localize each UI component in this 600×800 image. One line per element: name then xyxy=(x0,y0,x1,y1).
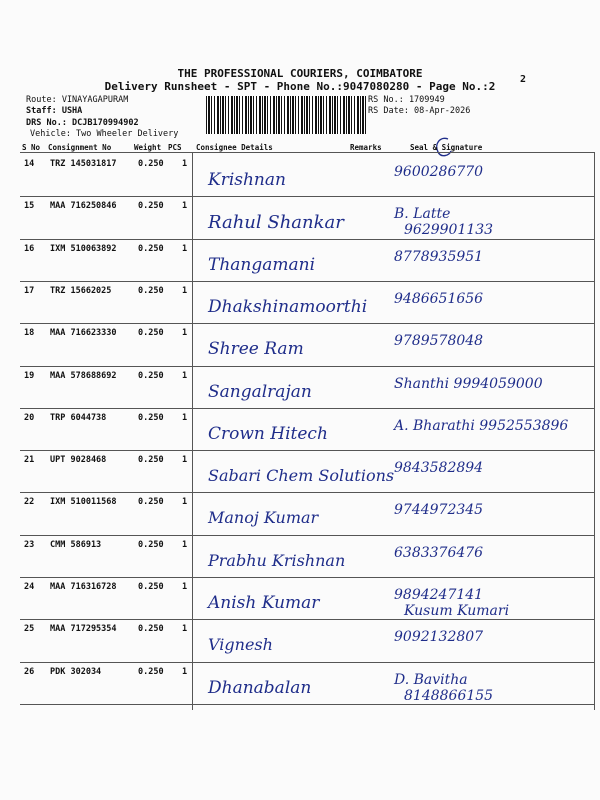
recipient-signature: 9843582894 xyxy=(394,460,484,477)
consignment-number: MAA 578688692 xyxy=(50,370,117,381)
consignment-number: IXM 510063892 xyxy=(50,243,117,254)
recipient-signature: 9486651656 xyxy=(394,290,484,307)
row-divider xyxy=(20,323,595,324)
right-border xyxy=(594,153,595,710)
row-divider xyxy=(20,535,595,536)
weight-value: 0.250 xyxy=(138,539,164,550)
row-divider xyxy=(20,450,595,451)
row-divider xyxy=(20,239,595,240)
row-divider xyxy=(20,408,595,409)
recipient-signature: 9894247141 xyxy=(394,587,484,603)
recipient-signature: B. Latte xyxy=(394,206,451,223)
weight-value: 0.250 xyxy=(138,243,164,254)
weight-value: 0.250 xyxy=(138,412,164,423)
row-divider xyxy=(20,704,595,705)
staff-label: Staff: USHA xyxy=(26,106,83,116)
pcs-value: 1 xyxy=(182,455,188,466)
serial-number: 24 xyxy=(24,582,35,592)
recipient-signature-line2: 8148866155 xyxy=(404,687,494,704)
recipient-signature: 6383376476 xyxy=(394,544,484,561)
column-pcs-header: PCS xyxy=(168,143,182,152)
pcs-value: 1 xyxy=(182,285,188,296)
route-label: Route: VINAYAGAPURAM xyxy=(26,95,129,105)
consignment-number: IXM 510011568 xyxy=(50,497,117,508)
pcs-value: 1 xyxy=(182,328,188,339)
pcs-value: 1 xyxy=(182,666,188,677)
recipient-signature: 9600286770 xyxy=(394,164,484,180)
row-divider xyxy=(20,281,595,282)
row-divider xyxy=(20,619,595,620)
serial-number: 22 xyxy=(24,497,35,508)
weight-value: 0.250 xyxy=(138,285,164,296)
consignment-number: MAA 716623330 xyxy=(50,328,117,339)
pcs-value: 1 xyxy=(182,582,188,592)
serial-number: 18 xyxy=(24,328,35,339)
pcs-value: 1 xyxy=(182,370,188,381)
consignee-handwritten-name: Vignesh xyxy=(208,635,273,655)
consignee-handwritten-name: Krishnan xyxy=(208,170,286,190)
row-divider xyxy=(20,196,595,197)
column-consignee-header: Consignee Details xyxy=(196,143,273,152)
consignee-handwritten-name: Sabari Chem Solutions xyxy=(208,466,395,486)
weight-value: 0.250 xyxy=(138,201,164,212)
row-divider xyxy=(20,366,595,367)
vehicle-label: Vehicle: Two Wheeler Delivery xyxy=(30,129,179,139)
weight-value: 0.250 xyxy=(138,328,164,339)
weight-value: 0.250 xyxy=(138,666,164,677)
consignee-handwritten-name: Crown Hitech xyxy=(208,423,328,444)
consignment-number: MAA 717295354 xyxy=(50,624,117,635)
consignee-handwritten-name: Thangamani xyxy=(208,254,316,275)
serial-number: 20 xyxy=(24,412,35,423)
consignee-handwritten-name: Rahul Shankar xyxy=(208,212,344,234)
pcs-value: 1 xyxy=(182,497,188,508)
consignment-number: UPT 9028468 xyxy=(50,455,107,466)
consignee-handwritten-name: Dhakshinamoorthi xyxy=(208,296,368,317)
serial-number: 23 xyxy=(24,539,35,550)
weight-value: 0.250 xyxy=(138,582,164,592)
column-consignment-header: Consignment No xyxy=(48,143,112,152)
drs-number: DRS No.: DCJB170994902 xyxy=(26,118,139,128)
consignment-number: MAA 716316728 xyxy=(50,582,117,592)
column-sno-header: S No xyxy=(22,143,41,152)
row-divider xyxy=(20,492,595,493)
recipient-signature-line2: 9629901133 xyxy=(404,222,494,239)
header-divider xyxy=(20,152,595,153)
serial-number: 26 xyxy=(24,666,35,677)
recipient-signature: D. Bavitha xyxy=(394,671,468,688)
weight-value: 0.250 xyxy=(138,159,164,169)
weight-value: 0.250 xyxy=(138,370,164,381)
recipient-signature: 9092132807 xyxy=(394,629,484,646)
column-seal-header: Seal & Signature xyxy=(410,143,483,152)
serial-number: 16 xyxy=(24,243,35,254)
recipient-signature: 8778935951 xyxy=(394,248,484,265)
barcode-image xyxy=(206,96,366,134)
pcs-value: 1 xyxy=(182,243,188,254)
weight-value: 0.250 xyxy=(138,455,164,466)
pcs-value: 1 xyxy=(182,539,188,550)
consignee-handwritten-name: Manoj Kumar xyxy=(208,508,319,528)
serial-number: 17 xyxy=(24,285,35,296)
column-weight-header: Weight xyxy=(134,143,162,152)
consignee-handwritten-name: Dhanabalan xyxy=(208,677,312,698)
serial-number: 14 xyxy=(24,159,35,169)
consignment-number: CMM 586913 xyxy=(50,539,102,550)
company-title: THE PROFESSIONAL COURIERS, COIMBATORE xyxy=(177,67,423,80)
consignment-number: TRZ 15662025 xyxy=(50,285,112,296)
serial-number: 25 xyxy=(24,624,35,635)
recipient-signature: 9789578048 xyxy=(394,333,484,350)
consignment-number: MAA 716250846 xyxy=(50,201,117,212)
consignment-number: TRZ 145031817 xyxy=(50,159,117,169)
column-remarks-header: Remarks xyxy=(350,143,382,152)
row-divider xyxy=(20,577,595,578)
recipient-signature-line2: Kusum Kumari xyxy=(404,603,510,619)
consignee-column-divider xyxy=(192,153,193,710)
rs-date: RS Date: 08-Apr-2026 xyxy=(368,106,471,116)
serial-number: 15 xyxy=(24,201,35,212)
pcs-value: 1 xyxy=(182,201,188,212)
serial-number: 19 xyxy=(24,370,35,381)
pcs-value: 1 xyxy=(182,159,188,169)
consignee-handwritten-name: Sangalrajan xyxy=(208,381,312,402)
recipient-signature: 9744972345 xyxy=(394,502,484,519)
consignee-handwritten-name: Shree Ram xyxy=(208,339,304,360)
rs-number: RS No.: 1709949 xyxy=(368,95,445,105)
weight-value: 0.250 xyxy=(138,497,164,508)
page-number-mark: 2 xyxy=(520,74,527,85)
weight-value: 0.250 xyxy=(138,624,164,635)
runsheet-subtitle: Delivery Runsheet - SPT - Phone No.:9047080280 - Page No.:2 xyxy=(104,80,496,93)
consignee-handwritten-name: Prabhu Krishnan xyxy=(208,550,346,570)
recipient-signature: A. Bharathi 9952553896 xyxy=(394,417,569,434)
serial-number: 21 xyxy=(24,455,35,466)
recipient-signature: Shanthi 9994059000 xyxy=(394,375,543,392)
pcs-value: 1 xyxy=(182,412,188,423)
pcs-value: 1 xyxy=(182,624,188,635)
consignment-number: PDK 302034 xyxy=(50,666,102,677)
row-divider xyxy=(20,662,595,663)
consignment-number: TRP 6044738 xyxy=(50,412,107,423)
consignee-handwritten-name: Anish Kumar xyxy=(208,593,320,613)
